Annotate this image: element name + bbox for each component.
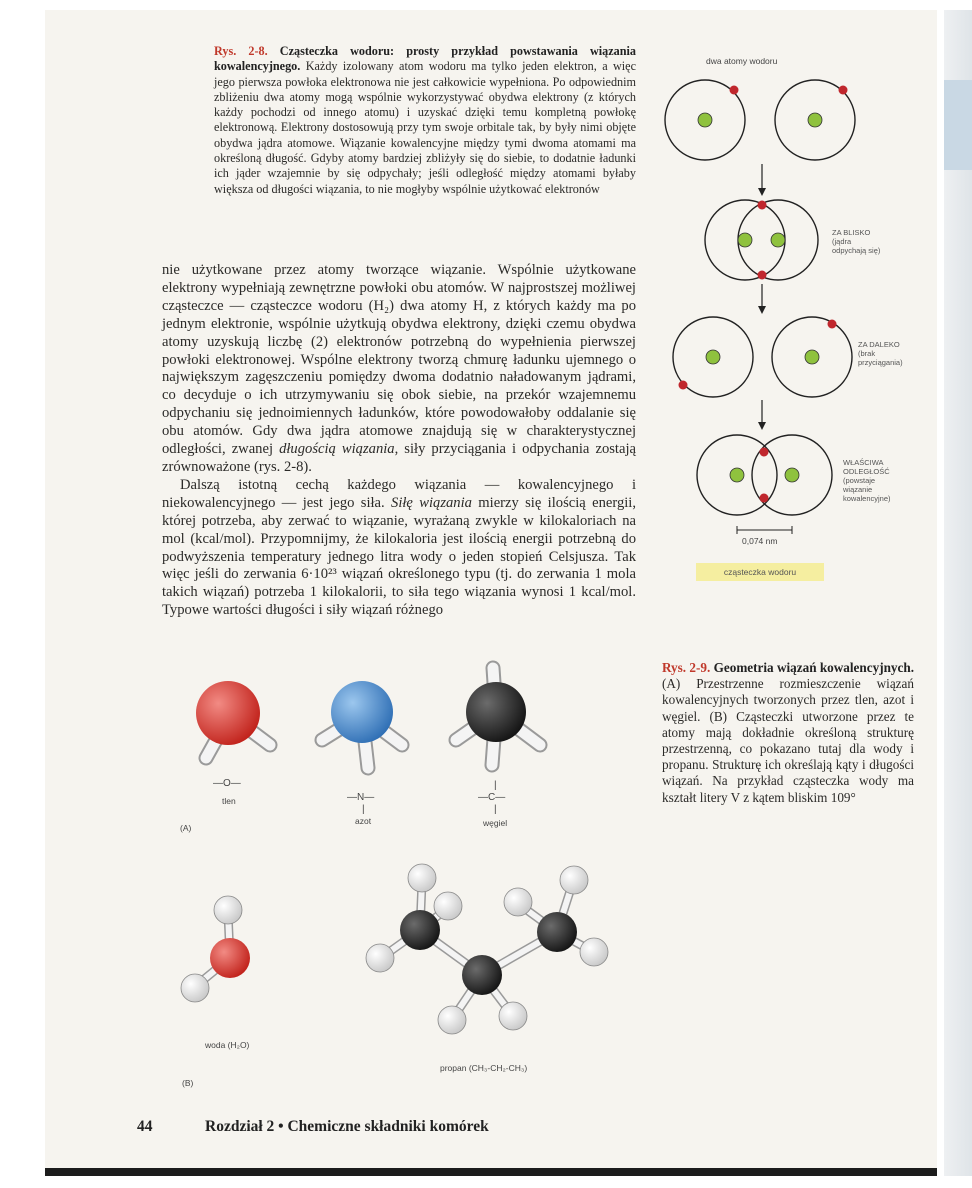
proper-line-5: kowalencyjne): [843, 494, 891, 503]
chapter-title: Rozdział 2 • Chemiczne składniki komórek: [205, 1118, 489, 1135]
nitrogen-bond-down: |: [362, 804, 365, 815]
figure-2-9-text: (A) Przestrzenne rozmieszczenie wiązań kowalencyjnych tworzonych przez tlen, azot i węgiel. (B) Cząsteczki utworzone przez te atomy mają dokładnie określoną strukturę przestrzenną, co pokazano tutaj dla wody i propanu. Strukturę ich określają kąty i długości wiązań. Na przykład cząsteczka wody ma kształt litery V z kątem bliskim 109°: [662, 676, 914, 805]
proper-line-1: WŁAŚCIWA: [843, 458, 884, 467]
water-model: [181, 896, 250, 1002]
carbon-model: [456, 668, 540, 765]
two-hydrogen-atoms-label: dwa atomy wodoru: [706, 56, 778, 66]
panel-a-label: (A): [180, 823, 192, 833]
figure-2-8-text: Każdy izolowany atom wodoru ma tylko jeden elektron, a więc jego pierwsza powłoka elektronowa nie jest całkowicie wypełniona. Po odpowiednim zbliżeniu dwa atomy mogą wspólnie wykorzystywać obydwa elektrony (z których każdy pochodzi od innego atomu) i uzyskać dzięki temu kompletną powłokę elektronową. Elektrony dostosowują przy tym swoje orbitale tak, by były nimi objęte obydwa jądra atomowe. Wiązanie kowalencyjne między tymi dwoma atomami ma określoną długość. Gdyby atomy bardziej zbliżyły się do siebie, to dodatnie ładunki ich jąder wzajemnie by się odpychały; jeśli odległość między atomami byłaby większa od długości wiązania, to nie mogłyby wspólnie użytkować elektronów: [214, 59, 636, 196]
proper-line-4: wiązanie: [843, 485, 873, 494]
oxygen-model: [196, 681, 270, 758]
oxygen-name: tlen: [222, 796, 236, 806]
bond-length-value: 0,074 nm: [742, 536, 778, 546]
too-far-line-1: ZA DALEKO: [858, 340, 900, 349]
page-bottom-shadow: [45, 1168, 937, 1176]
term-bond-strength: Siłę wiązania: [391, 494, 472, 511]
nitrogen-model: [322, 681, 402, 768]
water-label: woda (H₂O): [205, 1040, 250, 1050]
figure-2-8-title: Cząsteczka wodoru: prosty przykład powstawania wiązania kowalencyjnego.: [214, 44, 636, 74]
too-far-line-2: (brak: [858, 349, 876, 358]
too-far-line-3: przyciągania): [858, 358, 903, 367]
panel-b-label: (B): [182, 1078, 194, 1088]
body-p1-end: , siły przyciągania i odpychania zostają zrównoważone (rys. 2-8).: [162, 441, 636, 475]
propane-label: propan (CH₃-CH₂-CH₃): [440, 1063, 528, 1073]
too-close-line-1: ZA BLISKO: [832, 228, 871, 237]
body-p1-text: nie użytkowane przez atomy tworzące wiązanie. Wspólnie użytkowane elektrony wypełniają zewnętrzne powłoki obu atomów. W najprostszej możliwej cząsteczce — cząsteczce wodoru (H₂) dwa atomy H, z których każdy ma po jednym elektronie, wspólnie użytkują obydwa elektrony, dzięki czemu obydwa atomy uzyskują liczbę (2) elektronów potrzebną do wypełnienia pierwszej powłoki elektronowej. Wspólne elektrony tworzą chmurę ładunku ujemnego o największym zagęszczeniu pomiędzy dwoma dodatnio naładowanym jądrami, co decyduje o ich utrzymywaniu się obok siebie, na przekór wzajemnemu odpychaniu się jednoimiennych ładunków, które powodowałoby oddalanie się obu atomów. Gdy dwa jądra atomowe znajdują się w charakterystycznej odległości, zwanej: [162, 262, 636, 458]
oxygen-formula: —O—: [213, 778, 241, 789]
carbon-name: węgiel: [483, 818, 508, 828]
figure-2-9-number: Rys. 2-9.: [662, 660, 711, 675]
proper-line-2: ODLEGŁOŚĆ: [843, 467, 890, 476]
hydrogen-molecule-label: cząsteczka wodoru: [696, 563, 824, 581]
too-close-line-3: odpychają się): [832, 246, 881, 255]
nitrogen-formula: —N—: [347, 792, 375, 803]
propane-model: [366, 864, 608, 1034]
body-p2-end: mierzy się ilością energii, której potrzeba, aby zerwać to wiązanie, wyrażaną zwykle w kilokaloriach na mol (kcal/mol). Przypomnijmy, że kilokaloria jest ilością energii potrzebną do podwyższenia temperatury jednego litra wody o jeden stopień Celsjusza. Tak więc jeśli do zerwania 6·10²³ wiązań określonego typu (tj. do zerwania 1 mola takich wiązań) potrzeba 1 kilokalorii, to siła tego wiązania wynosi 1 kcal/mol. Typowe wartości długości i siły wiązań różnego: [162, 494, 636, 619]
proper-line-3: (powstaje: [843, 476, 876, 485]
carbon-bond-down: |: [494, 804, 497, 815]
too-close-line-2: (jądra: [832, 237, 852, 246]
body-p2-start: Dalszą istotną cechą każdego wiązania — kowalencyjnego i niekowalencyjnego — jest jego siła.: [162, 476, 636, 511]
figure-2-8-number: Rys. 2-8.: [214, 44, 268, 58]
carbon-formula: —C—: [478, 792, 506, 803]
nitrogen-name: azot: [355, 816, 372, 826]
carbon-bond-up: |: [494, 780, 497, 791]
page-number: 44: [137, 1118, 153, 1135]
figure-2-9-title: Geometria wiązań kowalencyjnych.: [713, 660, 914, 675]
term-bond-length: długością wiązania: [279, 441, 395, 458]
